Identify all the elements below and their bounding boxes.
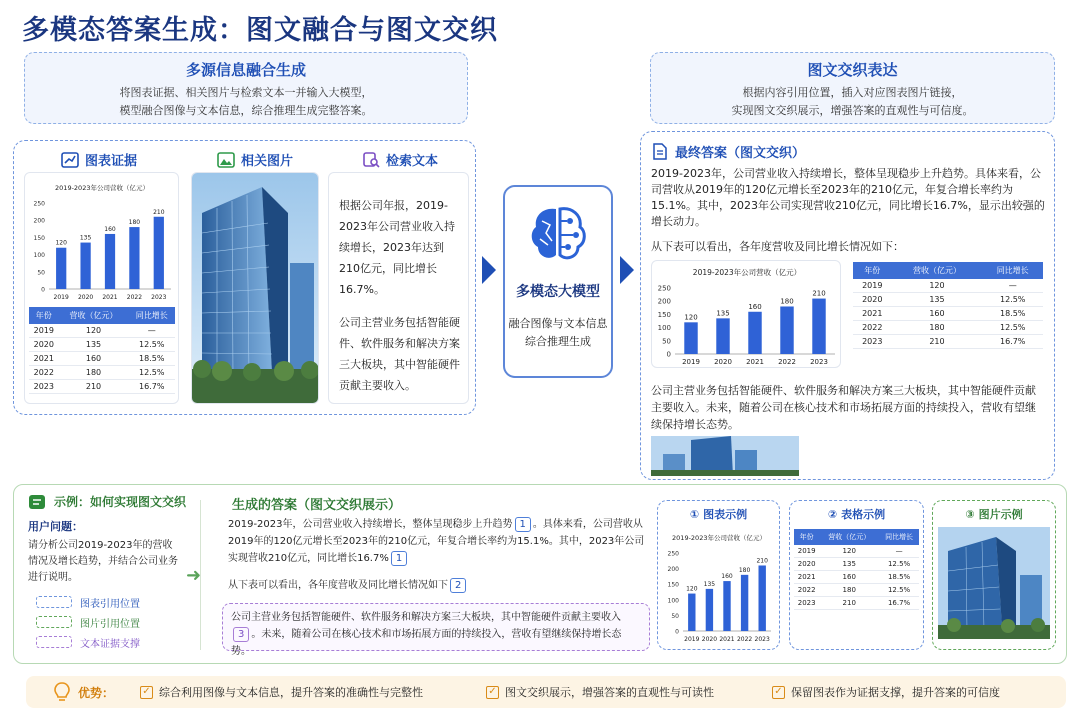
data-label: 180 [128, 219, 141, 227]
table-cell: 16.7% [982, 335, 1043, 349]
table-cell: 2022 [794, 584, 819, 597]
bar [80, 243, 90, 289]
table-cell: 210 [892, 335, 983, 349]
arrow-icon: ➜ [186, 565, 202, 586]
example-revenue-table [794, 529, 919, 610]
table-cell: — [879, 545, 919, 558]
chart-title: 2019-2023年公司营收（亿元） [55, 184, 149, 192]
bar [812, 299, 825, 354]
advantage-text-1: 综合利用图像与文本信息，提升答案的准确性与完整性 [159, 686, 423, 699]
y-tick-label: 50 [662, 337, 671, 346]
answer-title: 生成的答案（图文交织展示） [232, 498, 402, 513]
table-body [794, 545, 919, 610]
legend-image-ref: 图片引用位置 [80, 619, 140, 630]
chart-citation[interactable]: 1 [515, 517, 531, 532]
interleave-desc-1: 根据内容引用位置，插入对应图表图片链接， [742, 86, 963, 99]
table-cell: 160 [892, 307, 983, 321]
retrieval-text-p1: 根据公司年报，2019-2023年公司营业收入持续增长，2023年达到210亿元，同比增长16.7%。 [339, 199, 455, 296]
chart-title: 2019-2023年公司营收（亿元） [672, 534, 766, 542]
y-tick-label: 150 [667, 581, 679, 589]
lightbulb-icon [52, 681, 72, 703]
x-tick-label: 2022 [778, 358, 796, 366]
text-evidence-box [222, 603, 650, 657]
table-cell: 160 [819, 571, 879, 584]
table-cell: 2020 [794, 558, 819, 571]
example-header [28, 493, 186, 510]
y-tick-label: 250 [33, 200, 45, 208]
chart-evidence-header [24, 150, 174, 169]
table-cell: 12.5% [879, 584, 919, 597]
bar [688, 594, 695, 631]
multimodal-model-box [503, 185, 613, 378]
related-image-label: 相关图片 [240, 154, 293, 169]
page-title: 多模态答案生成：图文融合与图文交织 [22, 15, 498, 46]
x-tick-label: 2019 [684, 636, 700, 643]
table-cell: 180 [892, 321, 983, 335]
bar [105, 234, 115, 289]
y-tick-label: 200 [657, 297, 671, 306]
data-label: 135 [79, 234, 92, 242]
table-cell: 2020 [29, 338, 59, 352]
interleave-title: 图文交织表达 [807, 61, 898, 79]
answer-text-1: 2019-2023年，公司营业收入持续增长，整体呈现稳步上升趋势 [228, 519, 513, 530]
arrow-right-icon [620, 256, 634, 284]
table-cell: 12.5% [982, 321, 1043, 335]
table-cell: 2023 [794, 597, 819, 610]
data-label: 120 [684, 313, 698, 322]
x-tick-label: 2023 [151, 294, 167, 301]
checkbox-icon: ✓ [140, 686, 153, 699]
y-tick-label: 0 [41, 286, 45, 294]
advantages-bar [26, 676, 1066, 708]
table-cell: 16.7% [128, 380, 175, 394]
final-answer-p1: 2019-2023年，公司营业收入持续增长，整体呈现稳步上升趋势。具体来看，公司营收从2019年的120亿元增长至2023年的210亿元，年复合增长率约为15.1%。其中，2023年公司实现营收210亿元，同比增长16.7%，显示出较强的增长动力。 [651, 167, 1045, 228]
table-cell: 2019 [794, 545, 819, 558]
example-icon [28, 494, 46, 510]
data-label: 160 [104, 225, 116, 233]
table-row [29, 366, 175, 380]
example-building-image [938, 527, 1050, 639]
y-tick-label: 150 [33, 234, 45, 242]
final-revenue-bar-chart [653, 262, 841, 368]
search-doc-icon [362, 152, 380, 168]
chart-citation[interactable]: 1 [391, 551, 407, 566]
table-cell: — [982, 279, 1043, 293]
x-tick-label: 2019 [53, 294, 69, 301]
table-cell: 210 [819, 597, 879, 610]
table-row [853, 293, 1043, 307]
table-cell: 18.5% [128, 352, 175, 366]
table-cell: 2021 [853, 307, 892, 321]
advantage-text-2: 图文交织展示，增强答案的直观性与可读性 [505, 686, 714, 699]
bar [129, 227, 139, 289]
table-cell: 12.5% [982, 293, 1043, 307]
table-cell: 180 [819, 584, 879, 597]
final-answer-p3: 公司主营业务包括智能硬件、软件服务和解决方案三大板块，其中智能硬件贡献主要收入。未来，随着公司在核心技术和市场拓展方面的持续投入，营收有望继续保持增长态势。 [651, 384, 1036, 431]
table-row [794, 571, 919, 584]
table-cell: 12.5% [879, 558, 919, 571]
table-row [853, 335, 1043, 349]
col-revenue: 营收（亿元） [819, 529, 879, 545]
table-cell: 120 [59, 324, 129, 338]
col-year: 年份 [794, 529, 819, 545]
bar [723, 581, 730, 631]
image-example-label: ③ 图片示例 [965, 508, 1023, 521]
table-cell: 2023 [853, 335, 892, 349]
table-row [794, 545, 919, 558]
chart-icon [61, 152, 79, 168]
answer-text-4: 公司主营业务包括智能硬件、软件服务和解决方案三大板块，其中智能硬件贡献主要收入 [231, 612, 621, 623]
x-tick-label: 2021 [719, 636, 735, 643]
bar [706, 589, 713, 631]
col-revenue: 营收（亿元） [892, 262, 983, 279]
x-tick-label: 2020 [714, 358, 732, 366]
x-tick-label: 2019 [682, 358, 700, 366]
y-tick-label: 0 [666, 350, 671, 359]
y-tick-label: 50 [37, 269, 45, 277]
table-row [794, 584, 919, 597]
final-chart-card [651, 260, 841, 368]
bar [56, 248, 66, 289]
data-label: 135 [716, 309, 730, 318]
table-cell: 2020 [853, 293, 892, 307]
table-cell: 120 [892, 279, 983, 293]
arrow-right-icon [482, 256, 496, 284]
table-cell: 210 [59, 380, 129, 394]
fusion-desc-2: 模型融合图像与文本信息，综合推理生成完整答案。 [119, 104, 373, 117]
x-tick-label: 2021 [746, 358, 764, 366]
table-body [29, 324, 175, 394]
table-row [853, 307, 1043, 321]
bar [154, 217, 164, 289]
answer-paragraph-1 [228, 516, 648, 567]
checkbox-icon: ✓ [486, 686, 499, 699]
example-title: 示例：如何实现图文交织 [54, 495, 187, 509]
bar [716, 318, 729, 354]
table-cell: 2021 [29, 352, 59, 366]
table-row [29, 380, 175, 394]
example-revenue-bar-chart [661, 527, 777, 645]
data-label: 210 [812, 289, 826, 298]
col-year: 年份 [29, 307, 59, 324]
legend-text-evidence: 文本证据支撑 [80, 639, 140, 650]
bar [780, 306, 793, 354]
chart-example-label: ① 图表示例 [689, 508, 748, 521]
related-image-card [191, 172, 319, 404]
table-cell: 2021 [794, 571, 819, 584]
brain-network-icon [526, 201, 590, 265]
table-cell: 135 [819, 558, 879, 571]
final-answer-p2: 从下表可以看出，各年度营收及同比增长情况如下： [651, 240, 904, 253]
y-tick-label: 100 [657, 324, 671, 333]
interleave-header [650, 52, 1055, 124]
table-cell: 180 [59, 366, 129, 380]
y-tick-label: 250 [667, 550, 679, 558]
table-row [29, 352, 175, 366]
checkbox-icon: ✓ [772, 686, 785, 699]
advantage-item-2 [486, 684, 714, 700]
chart-evidence-card [24, 172, 179, 404]
x-tick-label: 2020 [701, 636, 718, 643]
fusion-title: 多源信息融合生成 [185, 61, 306, 79]
table-row [853, 279, 1043, 293]
retrieval-text-card [328, 172, 469, 404]
col-year: 年份 [853, 262, 892, 279]
bar [759, 565, 766, 631]
data-label: 160 [721, 573, 733, 581]
document-icon [653, 143, 667, 160]
col-revenue: 营收（亿元） [59, 307, 129, 324]
retrieval-text-p2: 公司主营业务包括智能硬件、软件服务和解决方案三大板块，其中智能硬件贡献主要收入。 [339, 316, 460, 392]
image-example-box [932, 500, 1056, 650]
x-tick-label: 2023 [810, 358, 828, 366]
advantage-item-1 [140, 684, 423, 700]
fusion-desc-1: 将图表证据、相关图片与检索文本一并输入大模型， [119, 86, 373, 99]
final-revenue-table [853, 262, 1043, 349]
answer-text-5: 。未来，随着公司在核心技术和市场拓展方面的持续投入，营收有望继续保持增长态势。 [231, 629, 622, 657]
advantages-label: 优势： [78, 686, 115, 700]
data-label: 135 [703, 580, 716, 588]
office-building-image [192, 173, 319, 404]
x-tick-label: 2022 [736, 636, 753, 643]
data-label: 120 [686, 585, 698, 593]
table-cell: 2022 [853, 321, 892, 335]
legend-chart-ref: 图表引用位置 [80, 599, 140, 610]
bar [741, 575, 748, 631]
table-body [853, 279, 1043, 349]
table-row [29, 338, 175, 352]
image-citation[interactable]: 3 [233, 627, 249, 642]
table-cell: 120 [819, 545, 879, 558]
table-row [853, 321, 1043, 335]
advantage-item-3 [772, 684, 1000, 700]
y-tick-label: 100 [33, 252, 45, 260]
y-tick-label: 50 [671, 612, 679, 620]
data-label: 210 [756, 557, 768, 565]
model-name: 多模态大模型 [516, 284, 600, 300]
table-cell: 135 [892, 293, 983, 307]
interleave-desc-2: 实现图文交织展示，增强答案的直观性与可信度。 [731, 104, 974, 117]
table-cell: 12.5% [128, 338, 175, 352]
x-tick-label: 2022 [126, 294, 143, 301]
table-row [29, 324, 175, 338]
model-desc-2: 综合推理生成 [525, 335, 591, 348]
table-cell: 135 [59, 338, 129, 352]
final-answer-panel [640, 131, 1055, 480]
retrieval-text-label: 检索文本 [385, 154, 438, 169]
table-cell: 18.5% [982, 307, 1043, 321]
model-desc-1: 融合图像与文本信息 [508, 317, 608, 330]
table-cell: — [128, 324, 175, 338]
image-icon [217, 152, 235, 168]
table-cell: 160 [59, 352, 129, 366]
final-answer-title: 最终答案（图文交织） [675, 146, 806, 161]
final-answer-header [653, 142, 805, 161]
y-tick-label: 200 [33, 217, 45, 225]
table-example-box [789, 500, 924, 650]
table-cell: 18.5% [879, 571, 919, 584]
data-label: 210 [153, 208, 165, 216]
user-question: 请分析公司2019-2023年的营收情况及增长趋势，并结合公司业务进行说明。 [28, 540, 178, 583]
y-tick-label: 250 [657, 284, 671, 293]
table-cell: 2022 [29, 366, 59, 380]
chart-title: 2019-2023年公司营收（亿元） [692, 268, 802, 277]
data-label: 160 [748, 302, 762, 311]
data-label: 120 [55, 239, 67, 247]
y-tick-label: 200 [667, 566, 679, 574]
col-growth: 同比增长 [128, 307, 175, 324]
bar [748, 312, 761, 354]
related-image-header [190, 150, 320, 169]
retrieval-text-header [330, 150, 470, 169]
chart-evidence-label: 图表证据 [84, 154, 137, 169]
revenue-bar-chart [27, 177, 177, 303]
y-tick-label: 100 [667, 597, 679, 605]
table-cell: 12.5% [128, 366, 175, 380]
table-example-label: ② 表格示例 [827, 508, 886, 521]
x-tick-label: 2023 [754, 636, 770, 643]
answer-paragraph-2 [228, 576, 468, 593]
chart-ref-swatch [36, 596, 72, 608]
col-growth: 同比增长 [982, 262, 1043, 279]
question-label: 用户问题： [28, 520, 83, 533]
bar [684, 322, 697, 354]
table-cell: 16.7% [879, 597, 919, 610]
chart-example-box [657, 500, 780, 650]
table-citation[interactable]: 2 [450, 578, 466, 593]
table-cell: 2023 [29, 380, 59, 394]
data-label: 180 [780, 297, 794, 306]
answer-text-2: 。具体来看，公司营收从2019年的120亿元增长至2023年的210亿元，年复合增长率约为15.1%。其中，2023年公司实现营收210亿元，同比增长16.7% [228, 519, 645, 564]
x-tick-label: 2020 [77, 294, 94, 301]
advantage-text-3: 保留图表作为证据支撑，提升答案的可信度 [791, 686, 1000, 699]
x-tick-label: 2021 [102, 294, 118, 301]
table-row [794, 558, 919, 571]
fusion-header [24, 52, 468, 124]
table-cell: 2019 [853, 279, 892, 293]
final-building-image [651, 436, 799, 476]
y-tick-label: 150 [657, 310, 671, 319]
y-tick-label: 0 [675, 628, 679, 636]
data-label: 180 [738, 566, 751, 574]
table-cell: 2019 [29, 324, 59, 338]
text-evidence-swatch [36, 636, 72, 648]
answer-text-3: 从下表可以看出，各年度营收及同比增长情况如下 [228, 580, 448, 591]
revenue-table [29, 307, 175, 394]
image-ref-swatch [36, 616, 72, 628]
table-row [794, 597, 919, 610]
col-growth: 同比增长 [879, 529, 919, 545]
